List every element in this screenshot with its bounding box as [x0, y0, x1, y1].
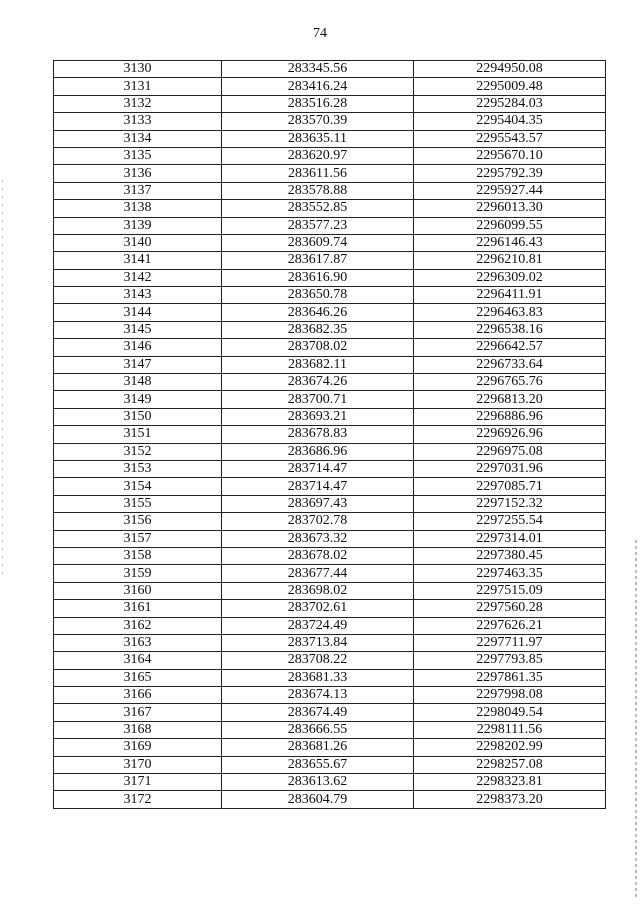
x-coordinate-cell: 283678.02	[222, 547, 414, 564]
table-body	[54, 61, 606, 809]
point-number-cell: 3143	[54, 287, 222, 304]
table-row	[54, 408, 606, 425]
y-coordinate-cell: 2298202.99	[414, 739, 606, 756]
x-coordinate-cell: 283604.79	[222, 791, 414, 808]
point-number-cell: 3138	[54, 200, 222, 217]
point-number-cell: 3156	[54, 513, 222, 530]
y-coordinate-cell: 2296146.43	[414, 234, 606, 251]
point-number-cell: 3135	[54, 147, 222, 164]
table-row	[54, 287, 606, 304]
y-coordinate-cell: 2297998.08	[414, 687, 606, 704]
point-number-cell: 3144	[54, 304, 222, 321]
x-coordinate-cell: 283682.11	[222, 356, 414, 373]
x-coordinate-cell: 283617.87	[222, 252, 414, 269]
point-number-cell: 3169	[54, 739, 222, 756]
y-coordinate-cell: 2295284.03	[414, 95, 606, 112]
x-coordinate-cell: 283620.97	[222, 147, 414, 164]
table-row	[54, 217, 606, 234]
y-coordinate-cell: 2296013.30	[414, 200, 606, 217]
y-coordinate-cell: 2296411.91	[414, 287, 606, 304]
x-coordinate-cell: 283674.26	[222, 374, 414, 391]
y-coordinate-cell: 2297314.01	[414, 530, 606, 547]
y-coordinate-cell: 2296099.55	[414, 217, 606, 234]
y-coordinate-cell: 2296733.64	[414, 356, 606, 373]
x-coordinate-cell: 283681.26	[222, 739, 414, 756]
point-number-cell: 3147	[54, 356, 222, 373]
x-coordinate-cell: 283693.21	[222, 408, 414, 425]
table-row	[54, 756, 606, 773]
scan-edge-right	[635, 540, 637, 900]
y-coordinate-cell: 2298111.56	[414, 721, 606, 738]
y-coordinate-cell: 2296886.96	[414, 408, 606, 425]
x-coordinate-cell: 283611.56	[222, 165, 414, 182]
y-coordinate-cell: 2296463.83	[414, 304, 606, 321]
point-number-cell: 3154	[54, 478, 222, 495]
point-number-cell: 3162	[54, 617, 222, 634]
point-number-cell: 3149	[54, 391, 222, 408]
table-row	[54, 600, 606, 617]
table-row	[54, 634, 606, 651]
table-row	[54, 791, 606, 808]
y-coordinate-cell: 2296813.20	[414, 391, 606, 408]
x-coordinate-cell: 283609.74	[222, 234, 414, 251]
point-number-cell: 3146	[54, 339, 222, 356]
x-coordinate-cell: 283616.90	[222, 269, 414, 286]
point-number-cell: 3167	[54, 704, 222, 721]
y-coordinate-cell: 2298373.20	[414, 791, 606, 808]
table-row	[54, 704, 606, 721]
point-number-cell: 3170	[54, 756, 222, 773]
y-coordinate-cell: 2297031.96	[414, 460, 606, 477]
table-row	[54, 774, 606, 791]
point-number-cell: 3130	[54, 61, 222, 78]
x-coordinate-cell: 283714.47	[222, 460, 414, 477]
x-coordinate-cell: 283674.49	[222, 704, 414, 721]
point-number-cell: 3168	[54, 721, 222, 738]
y-coordinate-cell: 2296309.02	[414, 269, 606, 286]
point-number-cell: 3163	[54, 634, 222, 651]
y-coordinate-cell: 2295009.48	[414, 78, 606, 95]
table-row	[54, 95, 606, 112]
x-coordinate-cell: 283702.61	[222, 600, 414, 617]
x-coordinate-cell: 283655.67	[222, 756, 414, 773]
y-coordinate-cell: 2295792.39	[414, 165, 606, 182]
table-row	[54, 513, 606, 530]
y-coordinate-cell: 2296975.08	[414, 443, 606, 460]
y-coordinate-cell: 2297380.45	[414, 547, 606, 564]
point-number-cell: 3132	[54, 95, 222, 112]
point-number-cell: 3159	[54, 565, 222, 582]
y-coordinate-cell: 2296765.76	[414, 374, 606, 391]
x-coordinate-cell: 283570.39	[222, 113, 414, 130]
y-coordinate-cell: 2298049.54	[414, 704, 606, 721]
y-coordinate-cell: 2297793.85	[414, 652, 606, 669]
point-number-cell: 3157	[54, 530, 222, 547]
x-coordinate-cell: 283552.85	[222, 200, 414, 217]
point-number-cell: 3148	[54, 374, 222, 391]
y-coordinate-cell: 2297152.32	[414, 495, 606, 512]
x-coordinate-cell: 283516.28	[222, 95, 414, 112]
x-coordinate-cell: 283713.84	[222, 634, 414, 651]
table-row	[54, 687, 606, 704]
table-row	[54, 113, 606, 130]
y-coordinate-cell: 2297861.35	[414, 669, 606, 686]
y-coordinate-cell: 2297463.35	[414, 565, 606, 582]
y-coordinate-cell: 2295543.57	[414, 130, 606, 147]
table-row	[54, 547, 606, 564]
y-coordinate-cell: 2296926.96	[414, 426, 606, 443]
table-row	[54, 339, 606, 356]
table-row	[54, 443, 606, 460]
y-coordinate-cell: 2297515.09	[414, 582, 606, 599]
x-coordinate-cell: 283681.33	[222, 669, 414, 686]
x-coordinate-cell: 283677.44	[222, 565, 414, 582]
point-number-cell: 3141	[54, 252, 222, 269]
point-number-cell: 3145	[54, 321, 222, 338]
table-row	[54, 739, 606, 756]
x-coordinate-cell: 283578.88	[222, 182, 414, 199]
x-coordinate-cell: 283698.02	[222, 582, 414, 599]
point-number-cell: 3158	[54, 547, 222, 564]
point-number-cell: 3136	[54, 165, 222, 182]
x-coordinate-cell: 283697.43	[222, 495, 414, 512]
y-coordinate-cell: 2297711.97	[414, 634, 606, 651]
point-number-cell: 3134	[54, 130, 222, 147]
x-coordinate-cell: 283714.47	[222, 478, 414, 495]
y-coordinate-cell: 2296642.57	[414, 339, 606, 356]
table-row	[54, 304, 606, 321]
point-number-cell: 3137	[54, 182, 222, 199]
table-row	[54, 78, 606, 95]
table-row	[54, 147, 606, 164]
point-number-cell: 3139	[54, 217, 222, 234]
table-row	[54, 200, 606, 217]
x-coordinate-cell: 283646.26	[222, 304, 414, 321]
y-coordinate-cell: 2296538.16	[414, 321, 606, 338]
x-coordinate-cell: 283678.83	[222, 426, 414, 443]
x-coordinate-cell: 283635.11	[222, 130, 414, 147]
point-number-cell: 3151	[54, 426, 222, 443]
x-coordinate-cell: 283650.78	[222, 287, 414, 304]
x-coordinate-cell: 283673.32	[222, 530, 414, 547]
table-row	[54, 321, 606, 338]
table-row	[54, 182, 606, 199]
table-row	[54, 269, 606, 286]
y-coordinate-cell: 2295404.35	[414, 113, 606, 130]
table-row	[54, 669, 606, 686]
x-coordinate-cell: 283416.24	[222, 78, 414, 95]
y-coordinate-cell: 2296210.81	[414, 252, 606, 269]
table-row	[54, 426, 606, 443]
x-coordinate-cell: 283577.23	[222, 217, 414, 234]
coordinates-table	[53, 60, 606, 809]
x-coordinate-cell: 283674.13	[222, 687, 414, 704]
table-row	[54, 582, 606, 599]
point-number-cell: 3172	[54, 791, 222, 808]
x-coordinate-cell: 283666.55	[222, 721, 414, 738]
table-row	[54, 165, 606, 182]
point-number-cell: 3165	[54, 669, 222, 686]
point-number-cell: 3171	[54, 774, 222, 791]
page-number: 74	[313, 26, 327, 41]
y-coordinate-cell: 2298323.81	[414, 774, 606, 791]
point-number-cell: 3142	[54, 269, 222, 286]
point-number-cell: 3164	[54, 652, 222, 669]
y-coordinate-cell: 2297560.28	[414, 600, 606, 617]
table-row	[54, 252, 606, 269]
table-row	[54, 530, 606, 547]
table-row	[54, 391, 606, 408]
table-row	[54, 652, 606, 669]
table-row	[54, 460, 606, 477]
table-row	[54, 61, 606, 78]
y-coordinate-cell: 2295927.44	[414, 182, 606, 199]
y-coordinate-cell: 2298257.08	[414, 756, 606, 773]
x-coordinate-cell: 283702.78	[222, 513, 414, 530]
x-coordinate-cell: 283682.35	[222, 321, 414, 338]
x-coordinate-cell: 283613.62	[222, 774, 414, 791]
y-coordinate-cell: 2294950.08	[414, 61, 606, 78]
x-coordinate-cell: 283708.22	[222, 652, 414, 669]
point-number-cell: 3152	[54, 443, 222, 460]
table-row	[54, 478, 606, 495]
table-row	[54, 130, 606, 147]
x-coordinate-cell: 283708.02	[222, 339, 414, 356]
point-number-cell: 3160	[54, 582, 222, 599]
point-number-cell: 3161	[54, 600, 222, 617]
y-coordinate-cell: 2297255.54	[414, 513, 606, 530]
table-row	[54, 374, 606, 391]
point-number-cell: 3155	[54, 495, 222, 512]
table-row	[54, 721, 606, 738]
x-coordinate-cell: 283700.71	[222, 391, 414, 408]
point-number-cell: 3133	[54, 113, 222, 130]
point-number-cell: 3166	[54, 687, 222, 704]
x-coordinate-cell: 283724.49	[222, 617, 414, 634]
y-coordinate-cell: 2297085.71	[414, 478, 606, 495]
point-number-cell: 3140	[54, 234, 222, 251]
scan-edge-left	[2, 180, 3, 580]
table-row	[54, 617, 606, 634]
x-coordinate-cell: 283345.56	[222, 61, 414, 78]
table-row	[54, 565, 606, 582]
table-row	[54, 495, 606, 512]
table-row	[54, 356, 606, 373]
point-number-cell: 3131	[54, 78, 222, 95]
x-coordinate-cell: 283686.96	[222, 443, 414, 460]
table-row	[54, 234, 606, 251]
y-coordinate-cell: 2295670.10	[414, 147, 606, 164]
y-coordinate-cell: 2297626.21	[414, 617, 606, 634]
point-number-cell: 3153	[54, 460, 222, 477]
point-number-cell: 3150	[54, 408, 222, 425]
